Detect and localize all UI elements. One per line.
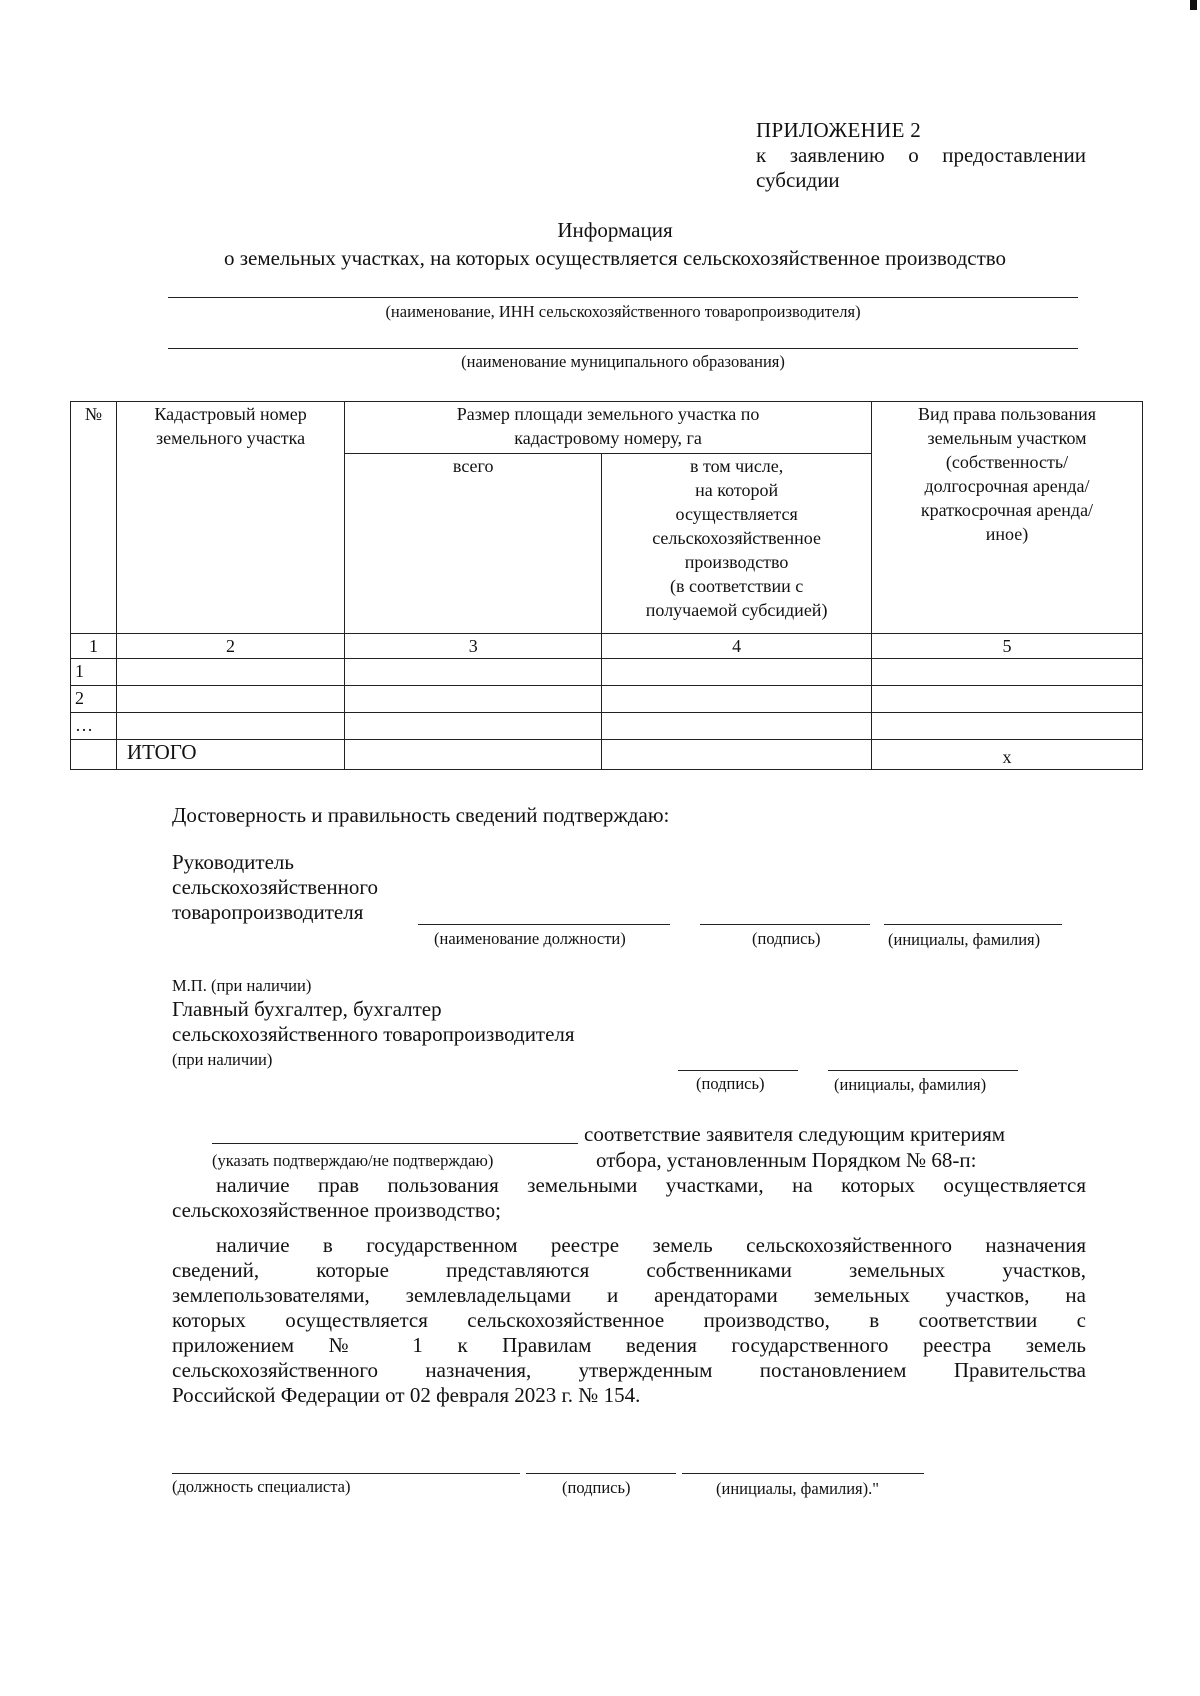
land-plots-table (70, 401, 1143, 770)
table-cell (116, 659, 344, 686)
table-cell (345, 740, 602, 770)
header-incl: в том числе, на которой осуществляется сельскохозяйственное производство (в соответствии с получаемой субсидией) (602, 454, 872, 634)
row-number-cell: 1 (71, 659, 117, 686)
criteria-p2-line: сведений, которые представляются собственниками земельных участков, (172, 1258, 1086, 1282)
appendix-block (756, 118, 1086, 193)
appendix-title: ПРИЛОЖЕНИЕ 2 (756, 118, 922, 142)
doc-subtitle: о земельных участках, на которых осуществляется сельскохозяйственное производство (223, 246, 1007, 270)
accountant-line2: сельскохозяйственного товаропроизводителя (172, 1022, 575, 1046)
table-cell (602, 740, 872, 770)
criteria-p2-line: Российской Федерации от 02 февраля 2023 г. № 154. (172, 1383, 641, 1407)
table-cell (871, 686, 1142, 713)
criteria-p2-line: землепользователями, землевладельцами и арендаторами земельных участков, на (172, 1283, 1086, 1307)
column-number-row (71, 634, 1143, 659)
criteria-p2-line: приложением № 1 к Правилам ведения государственного реестра земель (172, 1333, 1086, 1357)
position-caption: (наименование должности) (434, 929, 626, 948)
appendix-subtitle-line2: субсидии (756, 168, 840, 192)
scan-edge-mark (1190, 0, 1197, 10)
head-signer-line3: товаропроизводителя (172, 900, 364, 924)
row-number-cell: … (71, 713, 117, 740)
confirm-statement: Достоверность и правильность сведений подтверждаю: (172, 803, 670, 827)
criteria-p2-line: которых осуществляется сельскохозяйственное производство, в соответствии с (172, 1308, 1086, 1332)
producer-fill-line (168, 297, 1078, 298)
col-number-cell: 5 (871, 634, 1142, 659)
col-number-cell: 1 (71, 634, 117, 659)
header-right-type: Вид права пользования земельным участком (собственность/ долгосрочная аренда/ краткосрочная аренда/ иное) (871, 402, 1142, 634)
head-signer-line1: Руководитель (172, 850, 294, 874)
table-row (71, 713, 1143, 740)
criteria-paragraph-1 (172, 1173, 1086, 1223)
signature-fill-line (700, 924, 870, 925)
acc-signature-caption: (подпись) (696, 1074, 765, 1093)
col-number-cell: 4 (602, 634, 872, 659)
name-caption: (инициалы, фамилия) (888, 930, 1041, 949)
name-fill-line (884, 924, 1062, 925)
spec-signature-caption: (подпись) (562, 1478, 631, 1497)
criteria-line2: отбора, установленным Порядком № 68-п: (596, 1148, 977, 1172)
table-cell (345, 659, 602, 686)
municipality-fill-line (168, 348, 1078, 349)
header-cadastral: Кадастровый номер земельного участка (116, 402, 344, 634)
total-label: ИТОГО (116, 740, 344, 770)
table-cell (871, 659, 1142, 686)
confirm-caption: (указать подтверждаю/не подтверждаю) (212, 1151, 494, 1170)
table-cell (602, 659, 872, 686)
confirm-fill-line (212, 1143, 578, 1144)
total-mark: х (871, 740, 1142, 770)
table-cell (116, 686, 344, 713)
doc-title: Информация (557, 218, 673, 242)
acc-signature-fill-line (678, 1070, 798, 1071)
table-cell (602, 713, 872, 740)
municipality-caption: (наименование муниципального образования) (461, 352, 785, 371)
acc-name-fill-line (828, 1070, 1018, 1071)
appendix-subtitle-line1: к заявлению о предоставлении (756, 143, 1086, 167)
criteria-p1-line: наличие прав пользования земельными участками, на которых осуществляется (216, 1173, 1086, 1197)
header-num: № (71, 402, 117, 634)
table-cell (345, 713, 602, 740)
table-cell (116, 713, 344, 740)
accountant-line3: (при наличии) (172, 1050, 273, 1069)
spec-name-fill-line (682, 1473, 924, 1474)
spec-name-caption: (инициалы, фамилия)." (716, 1479, 879, 1498)
acc-name-caption: (инициалы, фамилия) (834, 1075, 987, 1094)
col-number-cell: 3 (345, 634, 602, 659)
col-number-cell: 2 (116, 634, 344, 659)
spec-position-fill-line (172, 1473, 520, 1474)
row-number-cell: 2 (71, 686, 117, 713)
stamp-label: М.П. (при наличии) (172, 976, 312, 995)
table-cell (602, 686, 872, 713)
criteria-p2-line: сельскохозяйственного назначения, утвержденным постановлением Правительства (172, 1358, 1086, 1382)
table-cell (345, 686, 602, 713)
table-cell (71, 740, 117, 770)
table-row (71, 659, 1143, 686)
criteria-line1: соответствие заявителя следующим критериям (584, 1122, 1006, 1146)
spec-position-caption: (должность специалиста) (172, 1477, 351, 1496)
total-row (71, 740, 1143, 770)
head-signer-line2: сельскохозяйственного (172, 875, 378, 899)
signature-caption: (подпись) (752, 929, 821, 948)
criteria-p2-line: наличие в государственном реестре земель сельскохозяйственного назначения (216, 1233, 1086, 1257)
producer-caption: (наименование, ИНН сельскохозяйственного товаропроизводителя) (385, 302, 861, 321)
criteria-p1-line: сельскохозяйственное производство; (172, 1198, 501, 1222)
header-area: Размер площади земельного участка по кадастровому номеру, га (345, 402, 872, 454)
table-cell (871, 713, 1142, 740)
position-fill-line (418, 924, 670, 925)
header-total: всего (345, 454, 602, 634)
table-row (71, 686, 1143, 713)
spec-signature-fill-line (526, 1473, 676, 1474)
accountant-line1: Главный бухгалтер, бухгалтер (172, 997, 442, 1021)
criteria-paragraph-2 (172, 1233, 1086, 1408)
